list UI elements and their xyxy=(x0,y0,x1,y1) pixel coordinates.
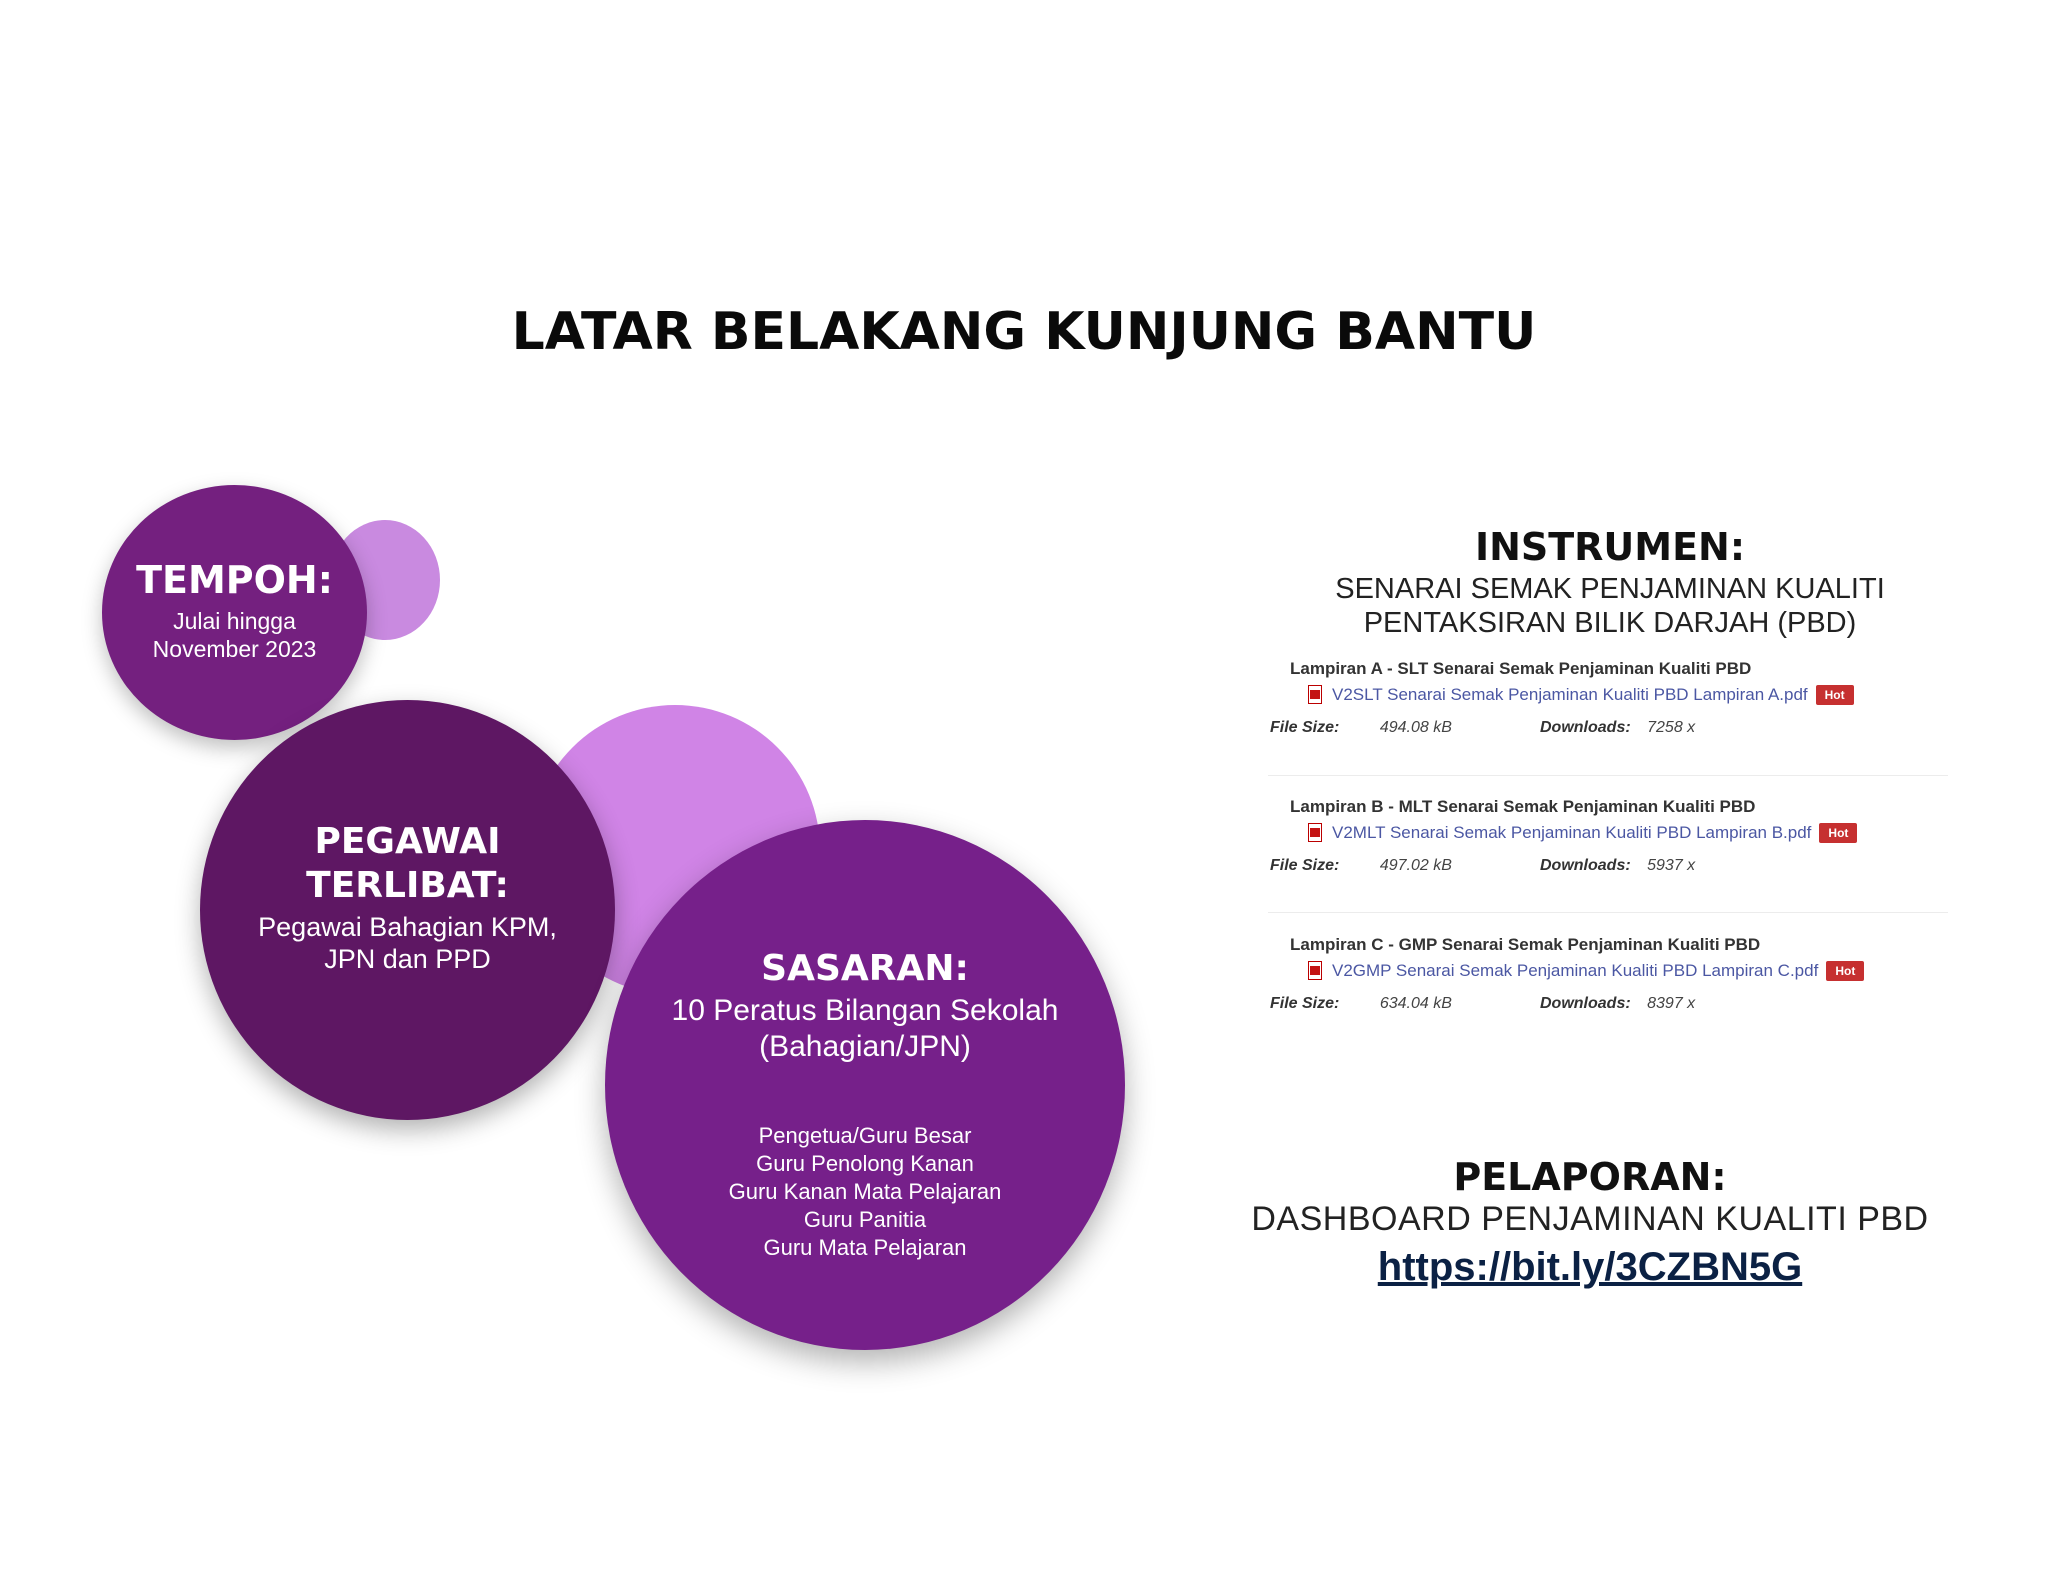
tempoh-body xyxy=(102,607,367,663)
divider xyxy=(1268,912,1948,913)
sasaran-body xyxy=(605,993,1125,1065)
file-size xyxy=(1270,995,1452,1013)
file-size xyxy=(1270,719,1452,737)
pegawai-line: JPN dan PPD xyxy=(324,944,491,974)
pegawai-line: Pegawai Bahagian KPM, xyxy=(258,912,557,942)
hot-badge: Hot xyxy=(1826,961,1864,981)
file-size-value: 497.02 kB xyxy=(1379,857,1452,874)
downloads-label: Downloads: xyxy=(1540,719,1631,736)
downloads-value: 7258 x xyxy=(1647,719,1696,736)
tempoh-line: Julai hingga xyxy=(173,608,296,634)
attachment-link[interactable]: V2SLT Senarai Semak Penjaminan Kualiti PBD Lampiran A.pdf xyxy=(1332,685,1808,704)
dashboard-link[interactable]: https://bit.ly/3CZBN5G xyxy=(1377,1245,1803,1289)
instrumen-subtitle-line: PENTAKSIRAN BILIK DARJAH (PBD) xyxy=(1363,607,1857,639)
sasaran-title: SASARAN: xyxy=(761,948,969,989)
attachment-link-row xyxy=(1306,685,1854,705)
downloads xyxy=(1540,995,1695,1013)
attachment-item xyxy=(1270,659,1950,789)
sasaran-line: (Bahagian/JPN) xyxy=(759,1030,971,1063)
downloads xyxy=(1540,719,1695,737)
target-item: Guru Mata Pelajaran xyxy=(763,1235,967,1260)
attachment-link-row xyxy=(1306,823,1857,843)
pelaporan-subtitle: DASHBOARD PENJAMINAN KUALITI PBD xyxy=(1251,1200,1929,1238)
sasaran-line: 10 Peratus Bilangan Sekolah xyxy=(671,994,1059,1027)
page-title: LATAR BELAKANG KUNJUNG BANTU xyxy=(511,302,1537,362)
attachment-link-row xyxy=(1306,961,1864,981)
pelaporan-title: PELAPORAN: xyxy=(1453,1155,1727,1199)
downloads-value: 5937 x xyxy=(1647,857,1696,874)
divider xyxy=(1268,775,1948,776)
target-item: Guru Kanan Mata Pelajaran xyxy=(728,1179,1002,1204)
attachment-title: Lampiran B - MLT Senarai Semak Penjaminan Kualiti PBD xyxy=(1290,797,1756,816)
file-size-label: File Size: xyxy=(1270,719,1340,736)
instrumen-title: INSTRUMEN: xyxy=(1474,525,1746,569)
pegawai-title-line: PEGAWAI xyxy=(314,821,501,862)
attachment-link[interactable]: V2MLT Senarai Semak Penjaminan Kualiti PBD Lampiran B.pdf xyxy=(1332,823,1812,842)
file-size-value: 494.08 kB xyxy=(1379,719,1452,736)
downloads-label: Downloads: xyxy=(1540,995,1631,1012)
file-size-label: File Size: xyxy=(1270,995,1340,1012)
tempoh-title: TEMPOH: xyxy=(136,558,333,602)
attachment-item xyxy=(1270,935,1950,1065)
downloads-value: 8397 x xyxy=(1647,995,1696,1012)
attachment-title: Lampiran A - SLT Senarai Semak Penjaminan Kualiti PBD xyxy=(1290,659,1752,678)
pegawai-title-line: TERLIBAT: xyxy=(306,865,509,906)
sasaran-circle xyxy=(605,820,1125,1350)
attachment-link[interactable]: V2GMP Senarai Semak Penjaminan Kualiti PBD Lampiran C.pdf xyxy=(1332,961,1819,980)
hot-badge: Hot xyxy=(1816,685,1854,705)
attachment-item xyxy=(1270,797,1950,927)
pegawai-title xyxy=(200,820,615,908)
pegawai-body xyxy=(220,911,595,975)
file-size-value: 634.04 kB xyxy=(1379,995,1452,1012)
tempoh-line: November 2023 xyxy=(152,636,317,662)
instrumen-subtitle xyxy=(1260,572,1960,640)
pdf-icon xyxy=(1306,823,1324,843)
pdf-icon xyxy=(1306,685,1324,705)
pegawai-circle xyxy=(200,700,615,1120)
file-size xyxy=(1270,857,1452,875)
target-item: Pengetua/Guru Besar xyxy=(758,1123,972,1148)
sasaran-target-list xyxy=(605,1122,1125,1262)
downloads xyxy=(1540,857,1695,875)
attachment-title: Lampiran C - GMP Senarai Semak Penjaminan Kualiti PBD xyxy=(1290,935,1761,954)
file-size-label: File Size: xyxy=(1270,857,1340,874)
instrumen-subtitle-line: SENARAI SEMAK PENJAMINAN KUALITI xyxy=(1335,573,1885,605)
downloads-label: Downloads: xyxy=(1540,857,1631,874)
target-item: Guru Panitia xyxy=(803,1207,927,1232)
pdf-icon xyxy=(1306,961,1324,981)
target-item: Guru Penolong Kanan xyxy=(756,1151,974,1176)
hot-badge: Hot xyxy=(1819,823,1857,843)
